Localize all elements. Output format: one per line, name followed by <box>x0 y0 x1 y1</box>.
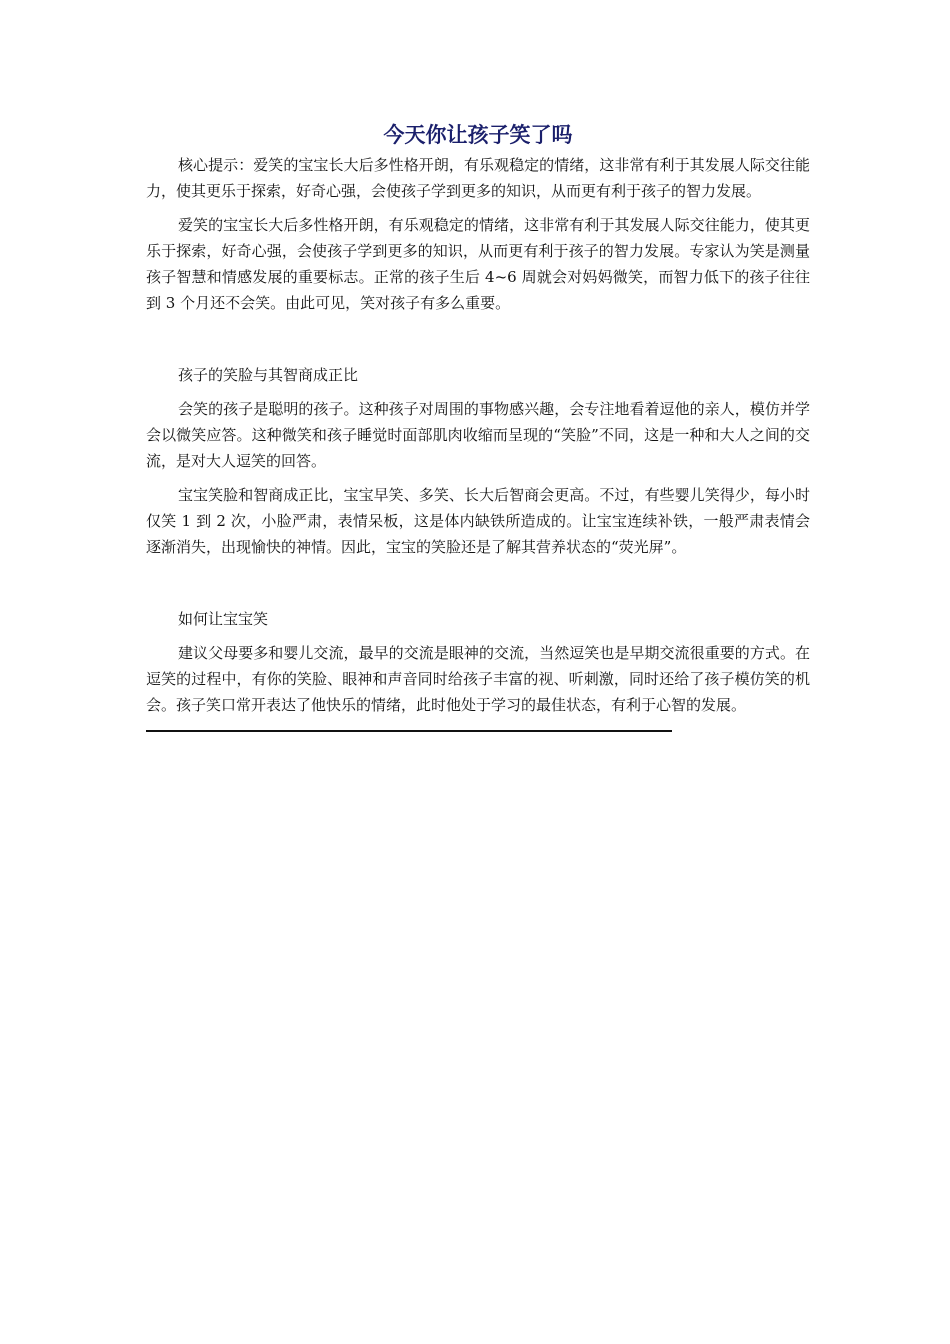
section-heading-smile-iq: 孩子的笑脸与其智商成正比 <box>178 366 359 384</box>
section2-paragraph-1: 建议父母要多和婴儿交流，最早的交流是眼神的交流，当然逗笑也是早期交流很重要的方式。在逗笑的过程中，有你的笑脸、眼神和声音同时给孩子丰富的视、听刺激，同时还给了孩子模仿笑的机会。孩子笑口常开表达了他快乐的情绪，此时他处于学习的最佳状态，有利于心智的发展。 <box>146 644 810 714</box>
spacer <box>146 316 810 362</box>
spacer <box>146 388 810 396</box>
summary-paragraph: 核心提示：爱笑的宝宝长大后多性格开朗，有乐观稳定的情绪，这非常有利于其发展人际交往能力，使其更乐于探索，好奇心强，会使孩子学到更多的知识，从而更有利于孩子的智力发展。 <box>146 156 810 200</box>
page-title: 今天你让孩子笑了吗 <box>383 123 573 147</box>
section1-paragraph-1: 会笑的孩子是聪明的孩子。这种孩子对周围的事物感兴趣，会专注地看着逗他的亲人，模仿并学会以微笑应答。这种微笑和孩子睡觉时面部肌肉收缩而呈现的“笑脸”不同，这是一种和大人之间的交流，是对大人逗笑的回答。 <box>146 400 810 470</box>
spacer <box>146 632 810 640</box>
spacer <box>146 204 810 212</box>
section1-paragraph-2: 宝宝笑脸和智商成正比，宝宝早笑、多笑、长大后智商会更高。不过，有些婴儿笑得少，每小时仅笑 1 到 2 次，小脸严肃，表情呆板，这是体内缺铁所造成的。让宝宝连续补铁，一般严肃表情会逐渐消失，出现愉快的神情。因此，宝宝的笑脸还是了解其营养状态的“荧光屏”。 <box>146 486 810 556</box>
intro-paragraph: 爱笑的宝宝长大后多性格开朗，有乐观稳定的情绪，这非常有利于其发展人际交往能力，使其更乐于探索，好奇心强，会使孩子学到更多的知识，从而更有利于孩子的智力发展。专家认为笑是测量孩子智慧和情感发展的重要标志。正常的孩子生后 4~6 周就会对妈妈微笑，而智力低下的孩子往往到 3 个月还不会笑。由此可见，笑对孩子有多么重要。 <box>146 216 810 312</box>
divider-line <box>146 730 672 732</box>
spacer <box>146 560 810 606</box>
spacer <box>146 474 810 482</box>
document-page <box>146 118 810 732</box>
section-heading-how-to: 如何让宝宝笑 <box>178 610 269 628</box>
